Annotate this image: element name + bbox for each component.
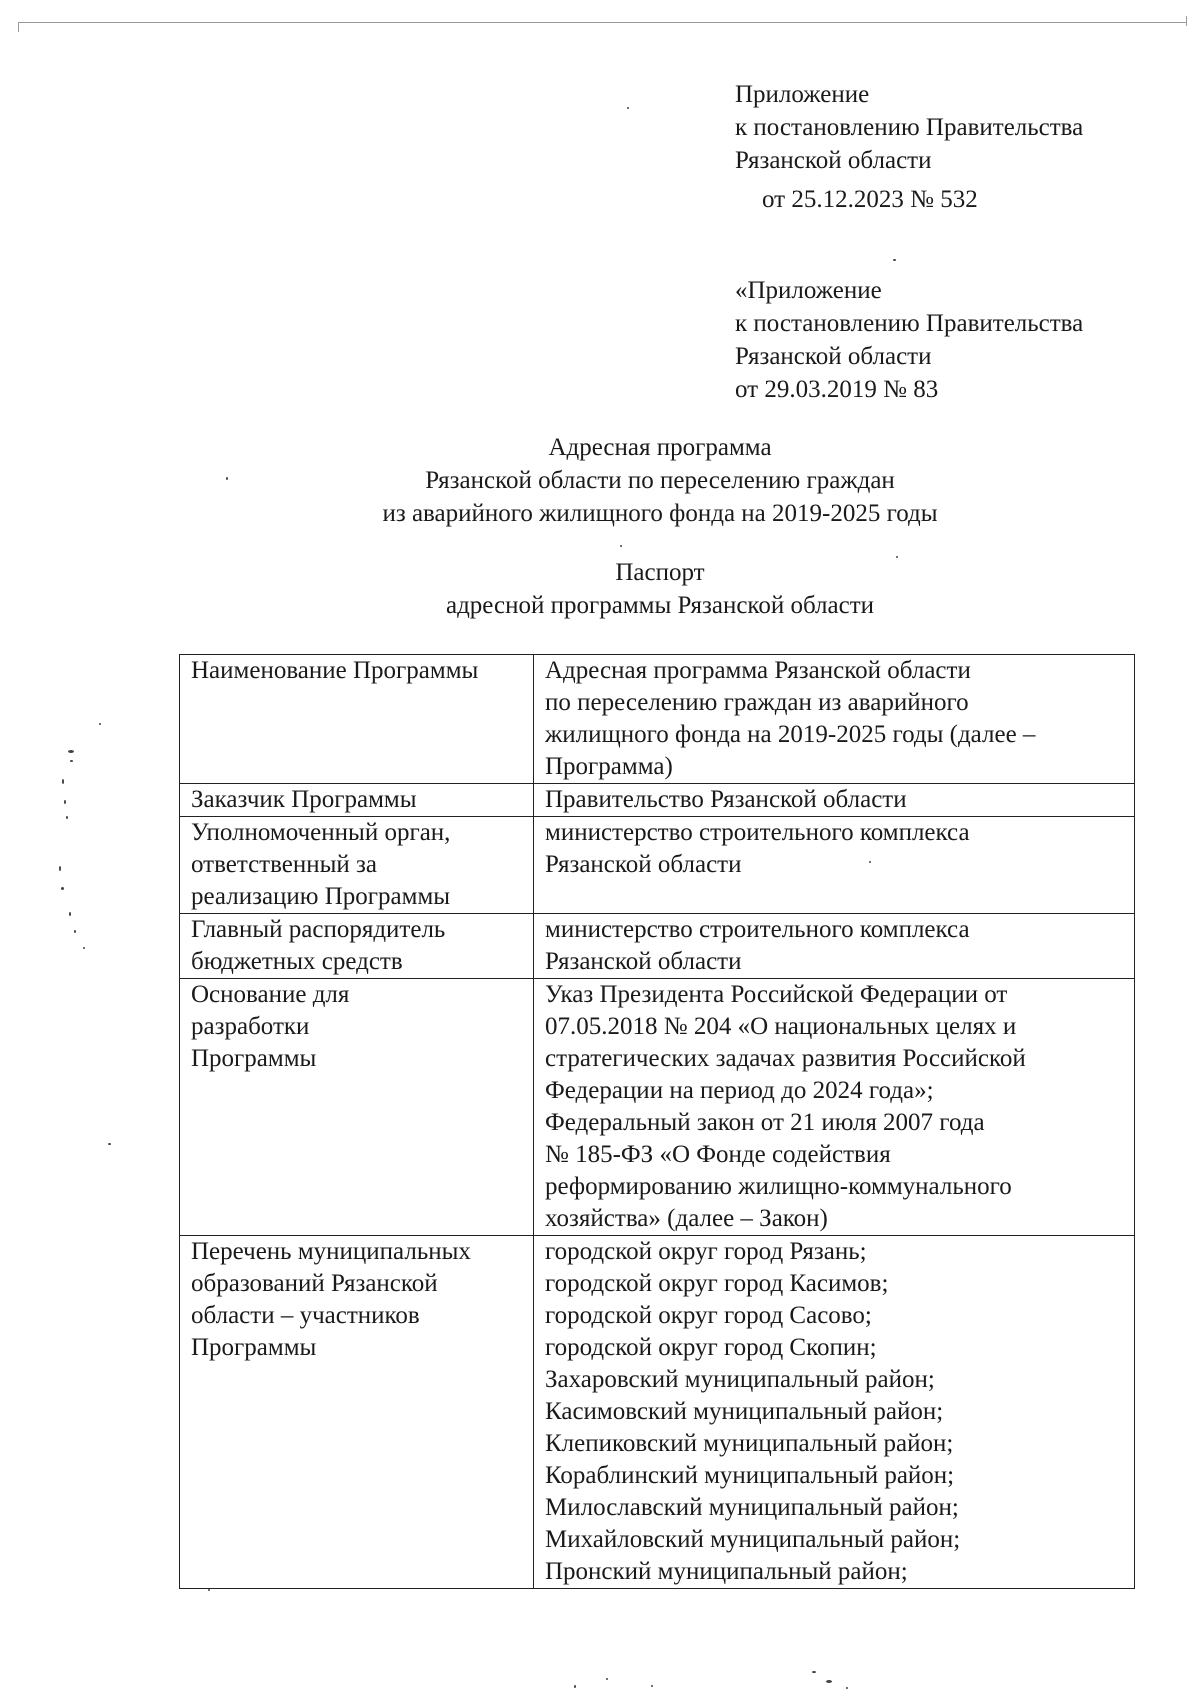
value-line: хозяйства» (далее – Закон)	[545, 1205, 828, 1232]
label-line: Перечень муниципальных	[191, 1238, 471, 1265]
scan-speck	[99, 723, 101, 725]
passport-row-value	[534, 817, 1135, 914]
label-line: ответственный за	[191, 851, 378, 878]
scan-speck	[68, 750, 74, 753]
scan-speck	[606, 1678, 608, 1680]
appendix-header-date: от 25.12.2023 № 532	[762, 186, 978, 213]
value-line: Программа)	[545, 753, 673, 780]
scan-speck	[846, 1687, 848, 1689]
passport-row-label	[180, 1236, 534, 1589]
value-line: 07.05.2018 № 204 «О национальных целях и	[545, 1013, 1017, 1040]
value-line: № 185-ФЗ «О Фонде содействия	[545, 1141, 891, 1168]
value-line: стратегических задачах развития Российской	[545, 1045, 1026, 1072]
scan-speck	[74, 930, 76, 933]
appendix-header-line: Приложение	[735, 81, 870, 108]
value-line: Указ Президента Российской Федерации от	[545, 981, 1008, 1008]
scan-speck	[627, 107, 629, 109]
passport-row	[180, 914, 1135, 979]
value-line: Захаровский муниципальный район;	[545, 1366, 935, 1393]
program-title-line: Рязанской области по переселению граждан	[425, 467, 895, 494]
passport-row-value	[534, 979, 1135, 1236]
original-header-line: «Приложение	[735, 277, 882, 304]
passport-row-label	[180, 655, 534, 784]
value-line: Клепиковский муниципальный район;	[545, 1430, 954, 1457]
scan-speck	[61, 887, 64, 890]
label-line: бюджетных средств	[191, 948, 403, 975]
value-line: городской округ город Скопин;	[545, 1334, 877, 1361]
scan-speck	[896, 556, 898, 558]
value-line: Пронский муниципальный район;	[545, 1558, 908, 1585]
value-line: Касимовский муниципальный район;	[545, 1398, 944, 1425]
program-title	[60, 431, 1200, 530]
passport-title	[60, 556, 1200, 622]
original-appendix-header	[735, 274, 1083, 406]
passport-title-line: Паспорт	[615, 559, 705, 586]
scan-speck	[69, 912, 71, 916]
passport-row-value	[534, 914, 1135, 979]
passport-row	[180, 655, 1135, 784]
value-line: министерство строительного комплекса	[545, 819, 970, 846]
scan-speck	[226, 477, 228, 480]
value-line: Михайловский муниципальный район;	[545, 1526, 961, 1553]
label-line: разработки	[191, 1013, 310, 1040]
value-line: Милославский муниципальный район;	[545, 1494, 959, 1521]
scan-speck	[83, 947, 85, 949]
scan-speck	[620, 545, 622, 547]
scan-speck	[651, 1685, 653, 1687]
scan-speck	[66, 816, 68, 819]
value-line: городской округ город Касимов;	[545, 1270, 889, 1297]
value-line: реформированию жилищно-коммунального	[545, 1173, 1012, 1200]
label-line: Заказчик Программы	[191, 786, 417, 813]
passport-row	[180, 784, 1135, 817]
passport-row-value	[534, 655, 1135, 784]
value-line: Федеральный закон от 21 июля 2007 года	[545, 1109, 985, 1136]
passport-row-label	[180, 784, 534, 817]
label-line: образований Рязанской	[191, 1270, 438, 1297]
label-line: Главный распорядитель	[191, 916, 446, 943]
value-line: Рязанской области	[545, 948, 742, 975]
label-line: области – участников	[191, 1302, 420, 1329]
scan-speck	[826, 1680, 832, 1683]
original-header-line: к постановлению Правительства	[735, 310, 1084, 337]
passport-title-line: адресной программы Рязанской области	[445, 592, 875, 619]
label-line: Наименование Программы	[191, 657, 479, 684]
scan-speck	[59, 866, 61, 871]
appendix-header-line: к постановлению Правительства	[735, 114, 1084, 141]
label-line: Основание для	[191, 981, 350, 1008]
value-line: по переселению граждан из аварийного	[545, 689, 969, 716]
original-header-line: Рязанской области	[735, 343, 932, 370]
label-line: Программы	[191, 1334, 317, 1361]
value-line: Адресная программа Рязанской области	[545, 657, 971, 684]
appendix-header	[735, 78, 1083, 216]
label-line: Программы	[191, 1045, 317, 1072]
passport-table	[179, 654, 1135, 1589]
scan-speck	[869, 861, 871, 863]
program-title-line: из аварийного жилищного фонда на 2019-2025 годы	[382, 500, 938, 527]
value-line: Федерации на период до 2024 года»;	[545, 1077, 934, 1104]
passport-row-label	[180, 817, 534, 914]
passport-row-label	[180, 914, 534, 979]
label-line: реализацию Программы	[191, 883, 451, 910]
scan-speck	[108, 1143, 111, 1145]
passport-row-label	[180, 979, 534, 1236]
scan-speck	[70, 760, 73, 762]
scan-edge-tick	[18, 22, 19, 32]
value-line: городской округ город Сасово;	[545, 1302, 872, 1329]
passport-row	[180, 817, 1135, 914]
label-line: Уполномоченный орган,	[191, 819, 451, 846]
program-title-line: Адресная программа	[548, 434, 772, 461]
appendix-header-line: Рязанской области	[735, 147, 932, 174]
passport-row-value	[534, 1236, 1135, 1589]
value-line: жилищного фонда на 2019-2025 годы (далее –	[545, 721, 1036, 748]
value-line: Правительство Рязанской области	[545, 786, 907, 813]
scan-speck	[893, 259, 896, 261]
passport-row	[180, 1236, 1135, 1589]
scan-speck	[574, 1685, 576, 1688]
scan-speck	[64, 800, 66, 804]
passport-row	[180, 979, 1135, 1236]
scan-speck	[208, 1589, 210, 1591]
value-line: Кораблинский муниципальный район;	[545, 1462, 955, 1489]
scan-edge-tick	[1186, 16, 1187, 26]
value-line: городской округ город Рязань;	[545, 1238, 867, 1265]
value-line: Рязанской области	[545, 851, 742, 878]
scan-speck	[62, 779, 64, 784]
passport-row-value	[534, 784, 1135, 817]
original-header-date: от 29.03.2019 № 83	[735, 376, 939, 403]
value-line: министерство строительного комплекса	[545, 916, 970, 943]
scan-speck	[812, 1671, 816, 1673]
scan-edge-line	[18, 22, 1186, 23]
